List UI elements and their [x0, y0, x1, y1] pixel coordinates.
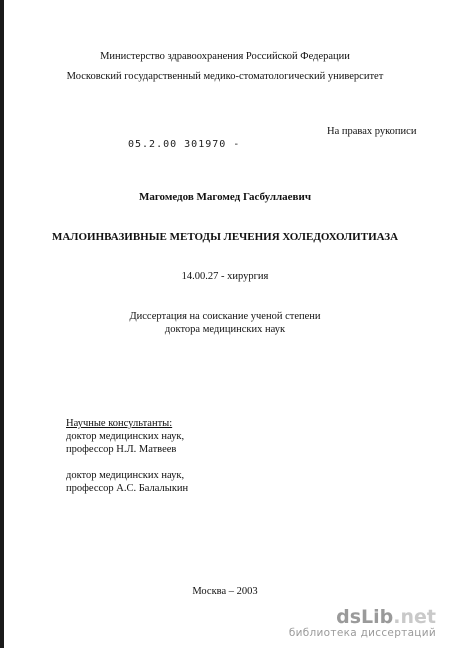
- registration-stamp: 05.2.00 301970 -: [128, 139, 241, 150]
- dslib-watermark: [289, 607, 436, 640]
- consultant-2-degree: доктор медицинских наук,: [66, 470, 185, 481]
- author-name: Магомедов Магомед Гасбуллаевич: [138, 191, 312, 203]
- consultant-1-name: профессор Н.Л. Матвеев: [66, 444, 177, 455]
- place-year: Москва – 2003: [192, 586, 258, 597]
- rights-note: На правах рукописи: [327, 126, 417, 137]
- dslib-logo: [289, 607, 436, 627]
- dslib-logo-main: dsLib: [336, 606, 394, 628]
- degree-line-1: Диссертация на соискание ученой степени: [129, 311, 321, 322]
- consultants-heading: Научные консультанты:: [66, 418, 173, 429]
- university-line: Московский государственный медико-стоматологический университет: [66, 71, 384, 82]
- dslib-subtitle: библиотека диссертаций: [288, 627, 436, 639]
- consultant-2-name: профессор А.С. Балалыкин: [66, 483, 189, 494]
- degree-line-2: доктора медицинских наук: [164, 324, 286, 335]
- dissertation-title: МАЛОИНВАЗИВНЫЕ МЕТОДЫ ЛЕЧЕНИЯ ХОЛЕДОХОЛИТИАЗА: [51, 231, 399, 243]
- dslib-logo-ext: .net: [393, 606, 436, 628]
- ministry-line: Министерство здравоохранения Российской Федерации: [100, 51, 350, 62]
- consultant-1-degree: доктор медицинских наук,: [66, 431, 185, 442]
- specialty-code: 14.00.27 - хирургия: [181, 271, 269, 282]
